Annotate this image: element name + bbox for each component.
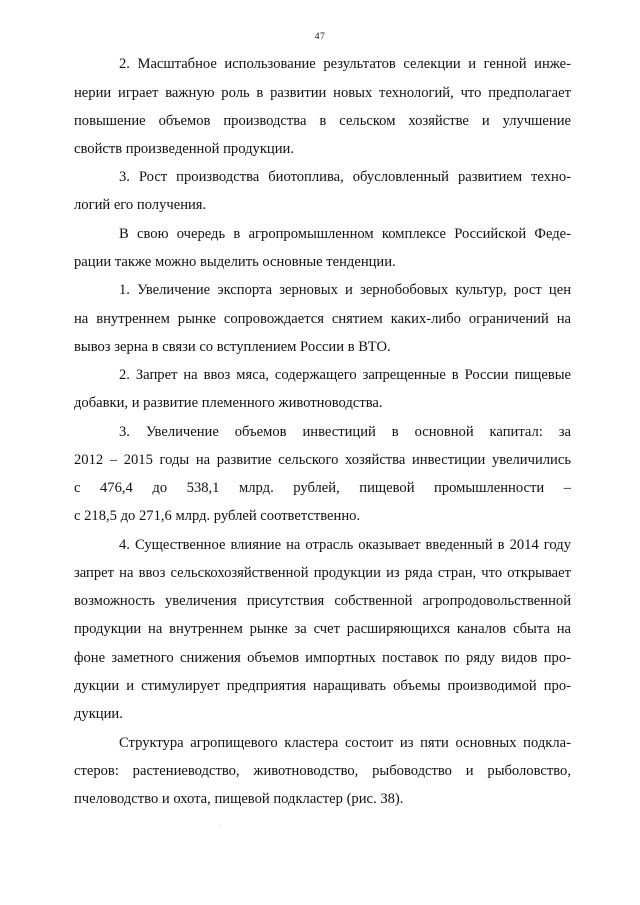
- text-line: на внутреннем рынке сопровождается снятием каких-либо ограничений на: [74, 311, 571, 327]
- text-line: 1. Увеличение экспорта зерновых и зернобобовых культур, рост цен: [119, 282, 571, 298]
- text-line: стеров: растениеводство, животноводство, рыбоводство и рыболовство,: [74, 763, 571, 779]
- text-line: рации также можно выделить основные тенденции.: [74, 254, 396, 270]
- text-line: 2. Масштабное использование результатов селекции и генной инже-: [119, 56, 571, 72]
- text-line: с 218,5 до 271,6 млрд. рублей соответственно.: [74, 508, 361, 524]
- text-line: нерии играет важную роль в развитии новых технологий, что предполагает: [74, 85, 571, 101]
- text-line: повышение объемов производства в сельском хозяйстве и улучшение: [74, 113, 571, 129]
- text-line: 3. Увеличение объемов инвестиций в основной капитал: за: [119, 424, 571, 440]
- text-line: Структура агропищевого кластера состоит из пяти основных подкла-: [119, 735, 571, 751]
- text-line: продукции на внутреннем рынке за счет расширяющихся каналов сбыта на: [74, 621, 571, 637]
- text-line: дукции.: [74, 706, 123, 722]
- text-line: 3. Рост производства биотоплива, обусловленный развитием техно-: [119, 169, 571, 185]
- text-line: дукции и стимулирует предприятия наращивать объемы производимой про-: [74, 678, 571, 694]
- text-line: В свою очередь в агропромышленном комплексе Российской Феде-: [119, 226, 571, 242]
- text-line: 2. Запрет на ввоз мяса, содержащего запрещенные в России пищевые: [119, 367, 571, 383]
- text-line: свойств произведенной продукции.: [74, 141, 294, 157]
- text-line: возможность увеличения присутствия собственной агропродовольственной: [74, 593, 571, 609]
- page-number: 47: [314, 32, 326, 42]
- text-line: добавки, и развитие племенного животноводства.: [74, 395, 383, 411]
- text-line: 2012 – 2015 годы на развитие сельского хозяйства инвестиции увеличились: [74, 452, 571, 468]
- text-line: фоне заметного снижения объемов импортных поставок по ряду видов про-: [74, 650, 571, 666]
- text-line: запрет на ввоз сельскохозяйственной продукции из ряда стран, что открывает: [74, 565, 571, 581]
- text-line: 4. Существенное влияние на отрасль оказывает введенный в 2014 году: [119, 537, 571, 553]
- text-line: пчеловодство и охота, пищевой подкластер (рис. 38).: [74, 791, 404, 807]
- scan-artifact: ·: [218, 822, 221, 830]
- text-line: вывоз зерна в связи со вступлением России в ВТО.: [74, 339, 391, 355]
- text-line: логий его получения.: [74, 197, 207, 213]
- text-line: с 476,4 до 538,1 млрд. рублей, пищевой промышленности –: [74, 480, 571, 496]
